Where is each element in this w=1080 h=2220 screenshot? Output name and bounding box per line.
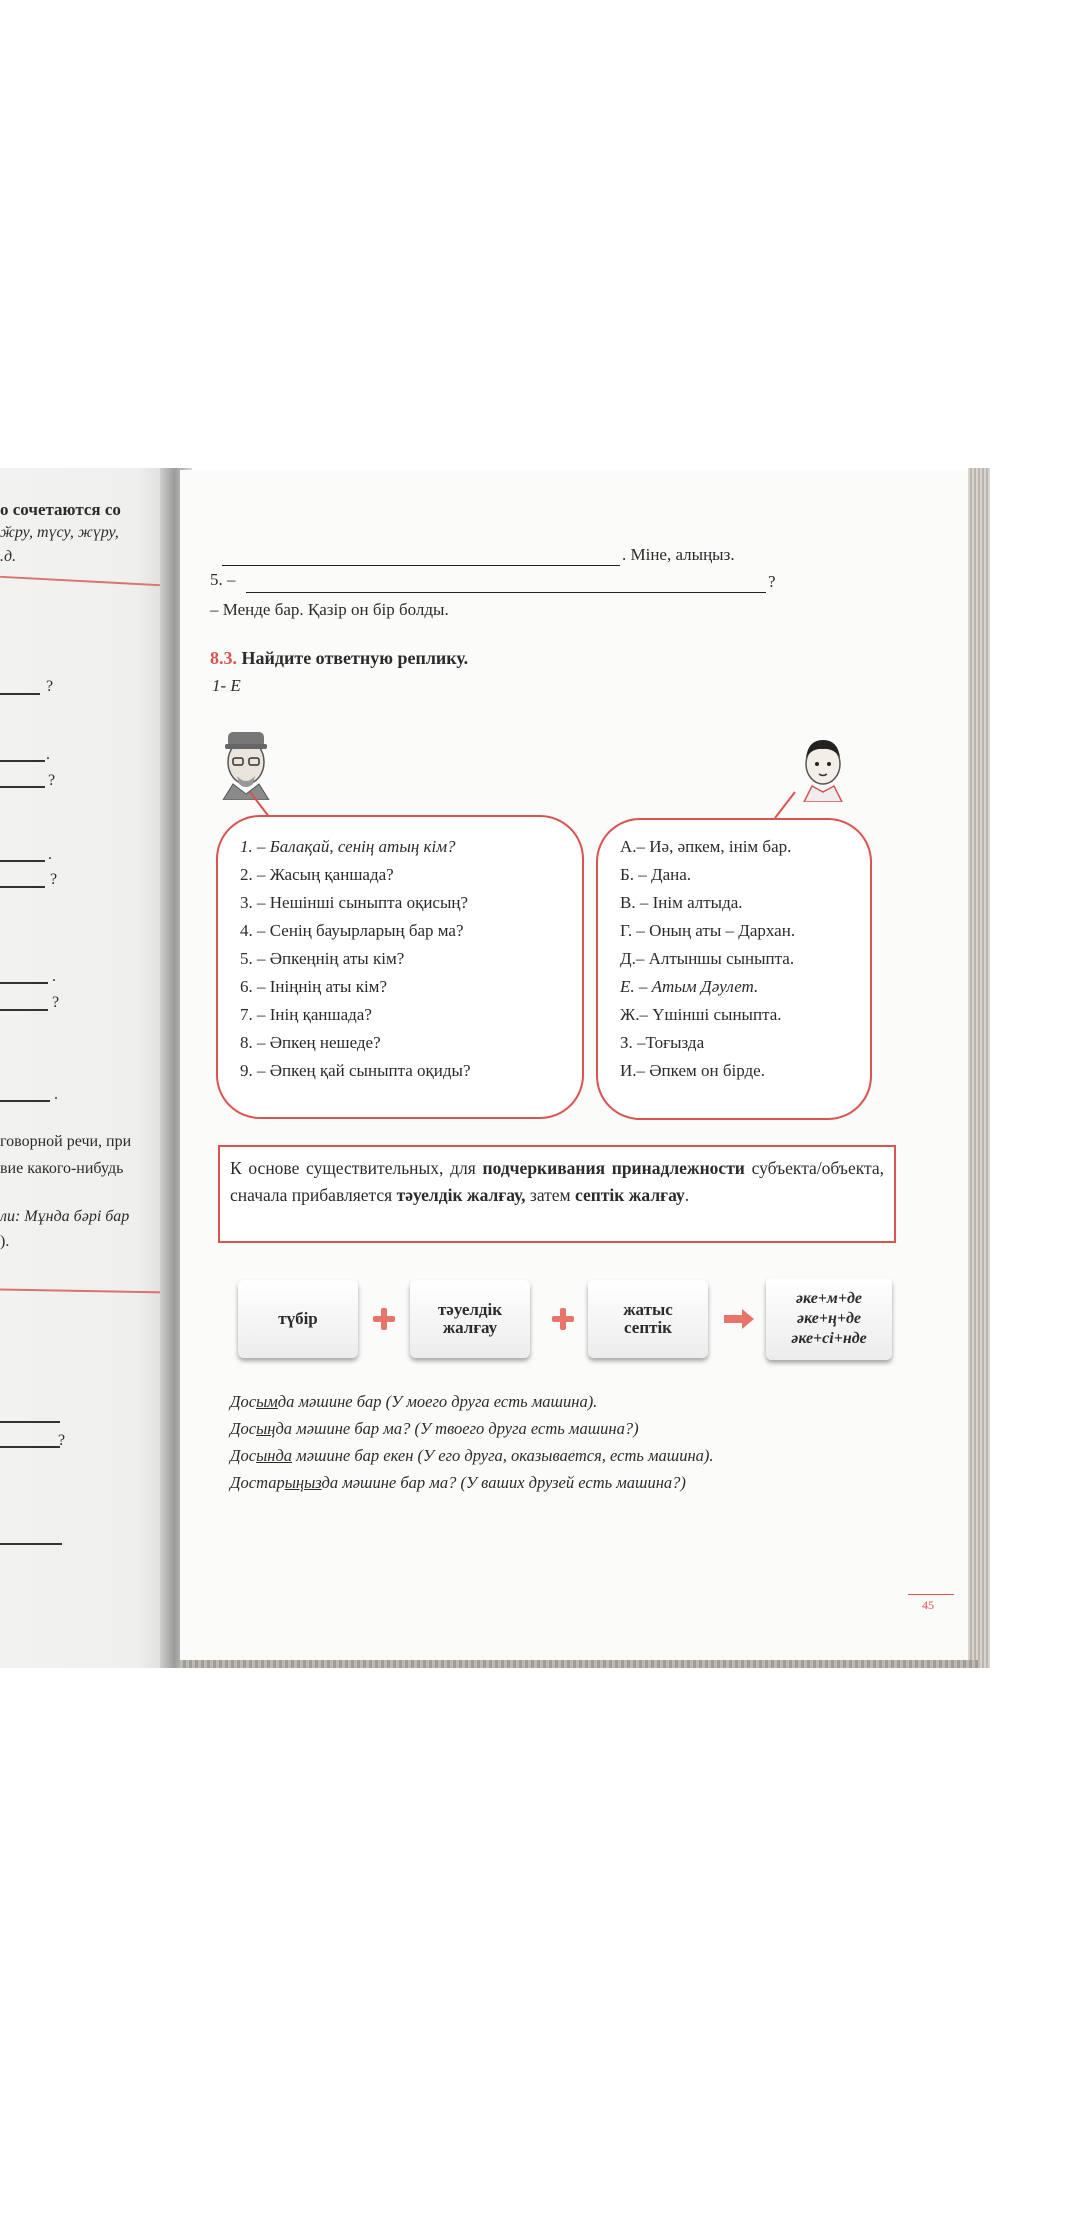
answer-line xyxy=(0,760,45,762)
dot: . xyxy=(46,746,50,763)
answer-item: З. –Тоғызда xyxy=(620,1033,705,1052)
example-suffix: ыңыз xyxy=(284,1473,322,1492)
answer-item: В. – Інім алтыда. xyxy=(620,893,743,912)
answer-line-text: – Менде бар. Қазір он бір болды. xyxy=(210,600,449,619)
left-page-text: ли: Мұнда бәрі бар xyxy=(0,1208,130,1225)
result-label: әке+ң+де xyxy=(797,1310,861,1327)
task-number: 8.3. xyxy=(210,648,237,668)
rule-bold: подчеркивания принадлежности xyxy=(482,1158,745,1178)
dot: . xyxy=(54,1086,58,1103)
question-item: 1. – Балақай, сенің атың кім? xyxy=(240,837,456,856)
answer-item: Ж.– Үшінші сыныпта. xyxy=(620,1005,782,1024)
example-rest: мәшине бар екен (У его друга, оказывается, есть машина). xyxy=(292,1446,714,1465)
left-page-divider xyxy=(0,576,160,586)
possessive-chip xyxy=(410,1280,530,1358)
question-item: 9. – Әпкең қай сыныпта оқиды? xyxy=(240,1061,471,1080)
example-stem: Достар xyxy=(230,1473,285,1492)
rule-text: субъекта/объекта, сначала прибавляется xyxy=(230,1158,884,1205)
left-page-text: .д. xyxy=(0,548,17,565)
example-line xyxy=(230,1419,639,1439)
line-ending: . Міне, алыңыз. xyxy=(622,545,735,564)
answer-item: Д.– Алтыншы сыныпта. xyxy=(620,949,795,968)
rule-bold: тәуелдік жалғау, xyxy=(396,1185,526,1205)
answer-line xyxy=(0,1446,60,1448)
answer-line xyxy=(0,1421,60,1423)
question-item: 2. – Жасың қаншада? xyxy=(240,865,394,884)
answer-line xyxy=(0,693,40,695)
example-rest: да мәшине бар ма? (У твоего друга есть машина?) xyxy=(275,1419,639,1438)
answer-line xyxy=(0,786,45,788)
example-stem: Дос xyxy=(230,1446,257,1465)
left-page xyxy=(0,468,170,1668)
example-rest: да мәшине бар ма? (У ваших друзей есть машина?) xyxy=(321,1473,686,1492)
arrow-right-icon xyxy=(724,1309,754,1329)
example-suffix: ың xyxy=(256,1419,276,1438)
page-number-rule xyxy=(908,1594,954,1595)
answer-line xyxy=(0,860,45,862)
example-line xyxy=(230,1473,686,1493)
locative-chip xyxy=(588,1280,708,1358)
locative-label: жатыс xyxy=(623,1300,673,1319)
left-page-text: вие какого-нибудь xyxy=(0,1160,124,1177)
left-page-heading: о сочетаются со xyxy=(0,500,121,519)
example-stem: Дос xyxy=(230,1419,257,1438)
example-stem: Дос xyxy=(230,1392,257,1411)
question-mark: ? xyxy=(46,678,54,695)
question-mark: ? xyxy=(50,871,58,888)
answer-line xyxy=(0,886,45,888)
page-edges-bottom xyxy=(180,1660,980,1668)
rule-box xyxy=(218,1145,896,1243)
plus-icon xyxy=(552,1308,574,1330)
answer-item: А.– Иә, әпкем, інім бар. xyxy=(620,837,792,856)
rule-text: . xyxy=(684,1185,690,1205)
old-man-icon xyxy=(215,718,277,800)
example-rest: да мәшине бар (У моего друга есть машина). xyxy=(277,1392,598,1411)
answer-item: Б. – Дана. xyxy=(620,865,692,884)
answer-line xyxy=(0,1009,48,1011)
answer-line xyxy=(246,592,766,593)
question-mark: ? xyxy=(58,1432,66,1449)
answer-line xyxy=(222,565,620,566)
left-page-text: говорной речи, при xyxy=(0,1133,132,1150)
line-ending: ? xyxy=(768,572,776,591)
example-suffix: ында xyxy=(256,1446,293,1465)
question-item: 5. – Әпкеңнің аты кім? xyxy=(240,949,405,968)
question-mark: ? xyxy=(52,994,60,1011)
left-page-text: ). xyxy=(0,1233,10,1250)
plus-icon xyxy=(373,1308,395,1330)
left-page-divider xyxy=(0,1289,170,1294)
answer-line xyxy=(0,982,48,984)
root-chip xyxy=(238,1280,358,1358)
question-item: 4. – Сенің бауырларың бар ма? xyxy=(240,921,464,940)
answer-item: Е. – Атым Дәулет. xyxy=(620,977,759,996)
rule-text: К основе существительных, для xyxy=(230,1158,483,1178)
rule-text: затем xyxy=(525,1185,575,1205)
question-item: 8. – Әпкең нешеде? xyxy=(240,1033,381,1052)
rule-bold: септік жалғау xyxy=(575,1185,685,1205)
line-number: 5. – xyxy=(210,570,236,589)
question-item: 7. – Інің қаншада? xyxy=(240,1005,372,1024)
task-heading xyxy=(210,648,468,669)
possessive-label: жалғау xyxy=(442,1318,498,1337)
task-title: Найдите ответную реплику. xyxy=(241,648,469,668)
question-item: 6. – Інiңнің аты кім? xyxy=(240,977,387,996)
example-line xyxy=(230,1446,714,1466)
answer-line xyxy=(0,1543,62,1545)
result-label: әке+м+де xyxy=(795,1290,863,1307)
question-mark: ? xyxy=(48,772,56,789)
locative-label: септік xyxy=(624,1318,672,1337)
dot: . xyxy=(52,968,56,985)
answer-item: Г. – Оның аты – Дархан. xyxy=(620,921,796,940)
example-suffix: ым xyxy=(256,1392,278,1411)
dot: . xyxy=(48,846,52,863)
page-number: 45 xyxy=(922,1598,934,1612)
root-label: түбір xyxy=(278,1309,318,1328)
page-edges xyxy=(968,468,990,1668)
task-example: 1- Е xyxy=(212,676,241,695)
result-label: әке+сі+нде xyxy=(791,1330,867,1347)
example-line xyxy=(230,1392,597,1412)
answer-item: И.– Әпкем он бірде. xyxy=(620,1061,765,1080)
result-chip xyxy=(766,1278,892,1360)
left-page-text: ӂру, түсу, жүру, xyxy=(0,524,119,541)
possessive-label: тәуелдік xyxy=(437,1300,503,1319)
answer-line xyxy=(0,1100,50,1102)
question-item: 3. – Нешінші сыныпта оқисың? xyxy=(240,893,469,912)
